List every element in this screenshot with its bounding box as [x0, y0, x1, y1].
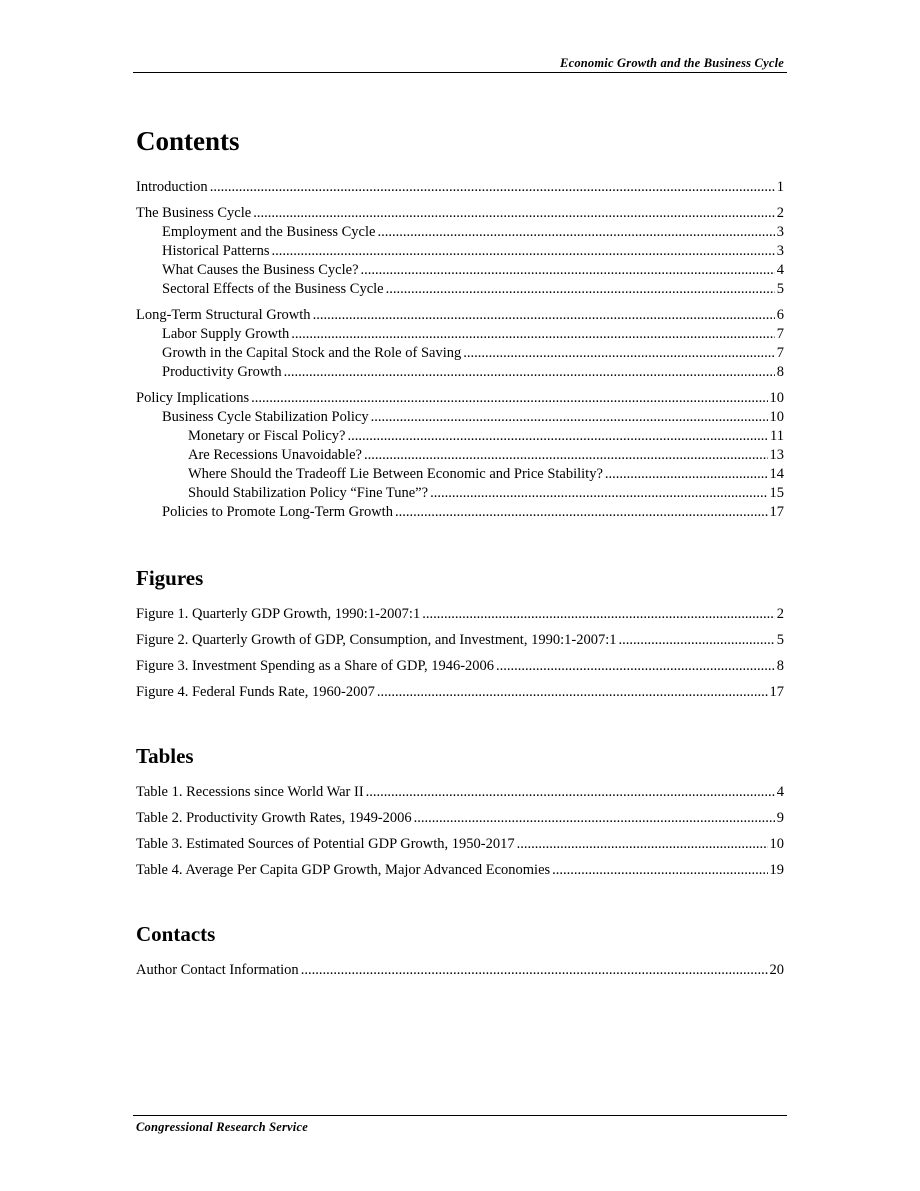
contents-entry-page-number: 7	[776, 326, 784, 342]
table-entry[interactable]	[136, 835, 784, 854]
figure-entry-label: Figure 2. Quarterly Growth of GDP, Consumption, and Investment, 1990:1-2007:1	[136, 632, 617, 648]
contents-entry-page-number: 5	[776, 281, 784, 297]
contact-entry-page-number: 20	[769, 962, 784, 978]
contents-entry-label: Business Cycle Stabilization Policy	[162, 409, 369, 425]
dot-leader	[364, 446, 768, 465]
contents-entry-page-number: 4	[776, 262, 784, 278]
dot-leader	[395, 503, 768, 522]
contents-entry[interactable]	[136, 427, 784, 446]
dot-leader	[422, 605, 775, 624]
figure-entry[interactable]	[136, 605, 784, 624]
table-entry-label: Table 3. Estimated Sources of Potential GDP Growth, 1950-2017	[136, 836, 515, 852]
dot-leader	[414, 809, 775, 828]
table-entry-label: Table 4. Average Per Capita GDP Growth, Major Advanced Economies	[136, 862, 551, 878]
dot-leader	[386, 280, 775, 299]
dot-leader	[552, 861, 767, 880]
contents-entry-page-number: 7	[776, 345, 784, 361]
dot-leader	[291, 325, 774, 344]
contents-entry[interactable]	[136, 204, 784, 223]
footer-rule	[133, 1115, 787, 1116]
contents-entry-label: Policy Implications	[136, 390, 250, 406]
contents-entry-page-number: 11	[770, 428, 784, 444]
contents-entry-label: Policies to Promote Long-Term Growth	[162, 504, 393, 520]
contents-entry[interactable]	[136, 344, 784, 363]
dot-leader	[251, 389, 767, 408]
contents-entry-label: Are Recessions Unavoidable?	[188, 447, 362, 463]
contents-entry-label: Introduction	[136, 179, 208, 195]
contents-entry-label: Growth in the Capital Stock and the Role of Saving	[162, 345, 462, 361]
table-entry-page-number: 10	[769, 836, 784, 852]
contents-list	[136, 178, 784, 522]
table-entry[interactable]	[136, 809, 784, 828]
contents-entry[interactable]	[136, 261, 784, 280]
dot-leader	[496, 657, 775, 676]
contact-entry[interactable]	[136, 961, 784, 980]
footer-publisher: Congressional Research Service	[136, 1120, 308, 1134]
table-entry-page-number: 9	[776, 810, 784, 826]
contents-entry-page-number: 2	[776, 205, 784, 221]
contents-entry[interactable]	[136, 465, 784, 484]
table-of-contents-page	[136, 124, 784, 980]
contents-entry-page-number: 8	[776, 364, 784, 380]
figures-section	[136, 565, 784, 702]
contents-entry-page-number: 6	[776, 307, 784, 323]
dot-leader	[618, 631, 774, 650]
figure-entry[interactable]	[136, 683, 784, 702]
contents-entry-label: Monetary or Fiscal Policy?	[188, 428, 346, 444]
contents-entry-page-number: 17	[769, 504, 784, 520]
contents-entry-label: Where Should the Tradeoff Lie Between Economic and Price Stability?	[188, 466, 603, 482]
tables-list	[136, 783, 784, 880]
contents-entry[interactable]	[136, 363, 784, 382]
contents-entry-label: Labor Supply Growth	[162, 326, 290, 342]
figure-entry[interactable]	[136, 631, 784, 650]
running-header-title: Economic Growth and the Business Cycle	[560, 56, 784, 70]
figure-entry-label: Figure 3. Investment Spending as a Share of GDP, 1946-2006	[136, 658, 495, 674]
table-entry-label: Table 2. Productivity Growth Rates, 1949-2006	[136, 810, 412, 826]
header-rule	[133, 72, 787, 73]
figure-entry-page-number: 5	[776, 632, 784, 648]
contents-entry-label: Historical Patterns	[162, 243, 270, 259]
dot-leader	[377, 223, 774, 242]
figure-entry-label: Figure 4. Federal Funds Rate, 1960-2007	[136, 684, 375, 700]
contents-entry-page-number: 10	[769, 390, 784, 406]
contents-entry[interactable]	[136, 325, 784, 344]
tables-section	[136, 743, 784, 880]
contents-entry-page-number: 13	[769, 447, 784, 463]
contents-entry-page-number: 14	[769, 466, 784, 482]
figure-entry-page-number: 17	[769, 684, 784, 700]
contents-entry-label: What Causes the Business Cycle?	[162, 262, 359, 278]
contacts-list	[136, 961, 784, 980]
contents-entry[interactable]	[136, 242, 784, 261]
dot-leader	[430, 484, 767, 503]
contents-heading: Contents	[136, 126, 240, 156]
dot-leader	[605, 465, 768, 484]
dot-leader	[463, 344, 775, 363]
figures-list	[136, 605, 784, 702]
table-entry[interactable]	[136, 783, 784, 802]
contents-entry[interactable]	[136, 446, 784, 465]
contents-entry-label: Productivity Growth	[162, 364, 282, 380]
contents-entry[interactable]	[136, 280, 784, 299]
contents-entry[interactable]	[136, 223, 784, 242]
contacts-heading: Contacts	[136, 922, 216, 946]
dot-leader	[377, 683, 768, 702]
dot-leader	[371, 408, 768, 427]
dot-leader	[347, 427, 768, 446]
dot-leader	[301, 961, 768, 980]
contact-entry-label: Author Contact Information	[136, 962, 299, 978]
dot-leader	[313, 306, 775, 325]
contents-entry[interactable]	[136, 306, 784, 325]
contents-entry-label: Long-Term Structural Growth	[136, 307, 311, 323]
contents-entry-page-number: 3	[776, 224, 784, 240]
contents-entry-page-number: 15	[769, 485, 784, 501]
dot-leader	[366, 783, 775, 802]
contacts-section	[136, 921, 784, 980]
table-entry-label: Table 1. Recessions since World War II	[136, 784, 364, 800]
contents-entry[interactable]	[136, 503, 784, 522]
contents-entry-page-number: 3	[776, 243, 784, 259]
contents-entry-label: The Business Cycle	[136, 205, 252, 221]
contents-entry[interactable]	[136, 408, 784, 427]
contents-entry-page-number: 10	[769, 409, 784, 425]
dot-leader	[272, 242, 775, 261]
tables-heading: Tables	[136, 744, 194, 768]
dot-leader	[361, 261, 775, 280]
figure-entry-page-number: 2	[776, 606, 784, 622]
contents-entry-page-number: 1	[776, 179, 784, 195]
contents-entry[interactable]	[136, 178, 784, 197]
contents-entry-label: Sectoral Effects of the Business Cycle	[162, 281, 384, 297]
dot-leader	[284, 363, 775, 382]
table-entry-page-number: 4	[776, 784, 784, 800]
figure-entry[interactable]	[136, 657, 784, 676]
figure-entry-label: Figure 1. Quarterly GDP Growth, 1990:1-2007:1	[136, 606, 421, 622]
dot-leader	[517, 835, 768, 854]
contents-entry[interactable]	[136, 484, 784, 503]
figure-entry-page-number: 8	[776, 658, 784, 674]
figures-heading: Figures	[136, 566, 204, 590]
table-entry[interactable]	[136, 861, 784, 880]
table-entry-page-number: 19	[769, 862, 784, 878]
dot-leader	[253, 204, 775, 223]
dot-leader	[210, 178, 775, 197]
contents-entry[interactable]	[136, 389, 784, 408]
contents-entry-label: Employment and the Business Cycle	[162, 224, 376, 240]
contents-entry-label: Should Stabilization Policy “Fine Tune”?	[188, 485, 429, 501]
